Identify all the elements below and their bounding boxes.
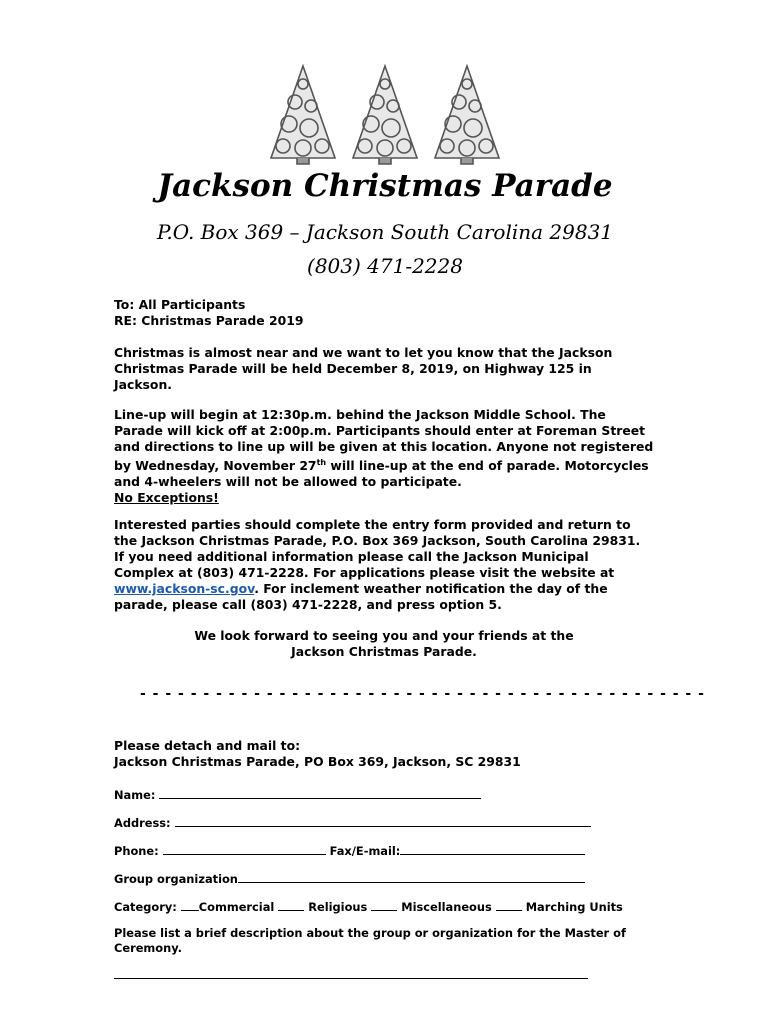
category-label: Category: bbox=[114, 900, 177, 914]
mail-address: Jackson Christmas Parade, PO Box 369, Jackson, SC 29831 bbox=[114, 754, 521, 769]
christmas-tree-icon bbox=[271, 66, 335, 164]
name-field[interactable] bbox=[159, 786, 481, 799]
category-commercial-blank[interactable] bbox=[181, 898, 199, 911]
phone-label: Phone: bbox=[114, 844, 159, 858]
address-label: Address: bbox=[114, 816, 171, 830]
text-line: If you need additional information please call the Jackson Municipal bbox=[114, 549, 589, 564]
category-miscellaneous: Miscellaneous bbox=[401, 900, 492, 914]
text-line: Christmas Parade will be held December 8, 2019, on Highway 125 in bbox=[114, 361, 592, 376]
category-marching-blank[interactable] bbox=[496, 898, 522, 911]
text-line: the Jackson Christmas Parade, P.O. Box 369 Jackson, South Carolina 29831. bbox=[114, 533, 641, 548]
website-link[interactable]: www.jackson-sc.gov bbox=[114, 581, 255, 596]
description-line: Please list a brief description about the group or organization for the Master of bbox=[114, 926, 626, 940]
category-religious-blank[interactable] bbox=[278, 898, 304, 911]
letterhead-title: Jackson Christmas Parade bbox=[157, 168, 613, 204]
recipient-block bbox=[114, 297, 674, 329]
category-commercial: Commercial bbox=[198, 900, 275, 914]
detach-label: Please detach and mail to: bbox=[114, 738, 301, 753]
mail-instructions bbox=[114, 738, 674, 770]
christmas-tree-icon bbox=[353, 66, 417, 164]
paragraph-lineup bbox=[114, 407, 674, 506]
text-line: and directions to line up will be given at this location. Anyone not registered bbox=[114, 439, 654, 454]
phone-row bbox=[114, 842, 585, 858]
description-line: Ceremony. bbox=[114, 941, 182, 955]
text-line: Christmas is almost near and we want to let you know that the Jackson bbox=[114, 345, 613, 360]
fax-email-label: Fax/E-mail: bbox=[329, 844, 401, 858]
re-line: RE: Christmas Parade 2019 bbox=[114, 313, 304, 328]
category-marching-units: Marching Units bbox=[525, 900, 623, 914]
text-line bbox=[114, 581, 674, 597]
letterhead-address: P.O. Box 369 – Jackson South Carolina 29831 bbox=[156, 220, 614, 244]
letterhead-phone: (803) 471-2228 bbox=[307, 254, 463, 278]
address-field[interactable] bbox=[175, 814, 591, 827]
name-row bbox=[114, 786, 481, 802]
text-line: parade, please call (803) 471-2228, and press option 5. bbox=[114, 597, 502, 612]
text-line: Interested parties should complete the entry form provided and return to bbox=[114, 517, 631, 532]
text-line: and 4-wheelers will not be allowed to participate. bbox=[114, 474, 462, 490]
to-line: To: All Participants bbox=[114, 297, 246, 312]
christmas-trees-decoration bbox=[265, 62, 505, 166]
inclement-weather-text: . For inclement weather notification the day of the bbox=[254, 581, 608, 596]
group-organization-field[interactable] bbox=[238, 870, 585, 883]
address-row bbox=[114, 814, 591, 830]
text-line: Line-up will begin at 12:30p.m. behind the Jackson Middle School. The bbox=[114, 407, 606, 422]
text-line: Parade will kick off at 2:00p.m. Participants should enter at Foreman Street bbox=[114, 423, 646, 438]
category-religious: Religious bbox=[308, 900, 368, 914]
detach-divider: - - - - - - - - - - - - - - - - - - - - - - - - - - - - - - - - - - - - - - - - - - - - - bbox=[140, 686, 705, 702]
closing-line: Jackson Christmas Parade. bbox=[291, 644, 477, 659]
category-row bbox=[114, 898, 623, 914]
phone-field[interactable] bbox=[163, 842, 326, 855]
no-exceptions-note: No Exceptions! bbox=[114, 490, 219, 506]
closing-line: We look forward to seeing you and your friends at the bbox=[194, 628, 574, 643]
fax-email-field[interactable] bbox=[400, 842, 585, 855]
description-field[interactable] bbox=[114, 978, 588, 979]
name-label: Name: bbox=[114, 788, 156, 802]
christmas-tree-icon bbox=[435, 66, 499, 164]
closing-message bbox=[114, 628, 654, 660]
text-line bbox=[114, 455, 674, 474]
ordinal-suffix: th bbox=[316, 458, 327, 467]
deadline-continuation: will line-up at the end of parade. Motorcycles bbox=[326, 458, 649, 474]
text-line: Jackson. bbox=[114, 377, 172, 392]
group-row bbox=[114, 870, 585, 886]
category-miscellaneous-blank[interactable] bbox=[371, 898, 397, 911]
paragraph-entry-instructions bbox=[114, 517, 674, 613]
group-organization-label: Group organization bbox=[114, 872, 238, 886]
deadline-text: by Wednesday, November 27 bbox=[114, 458, 317, 474]
paragraph-announcement bbox=[114, 345, 674, 393]
description-prompt bbox=[114, 926, 626, 956]
text-line: Complex at (803) 471-2228. For applications please visit the website at bbox=[114, 565, 615, 580]
